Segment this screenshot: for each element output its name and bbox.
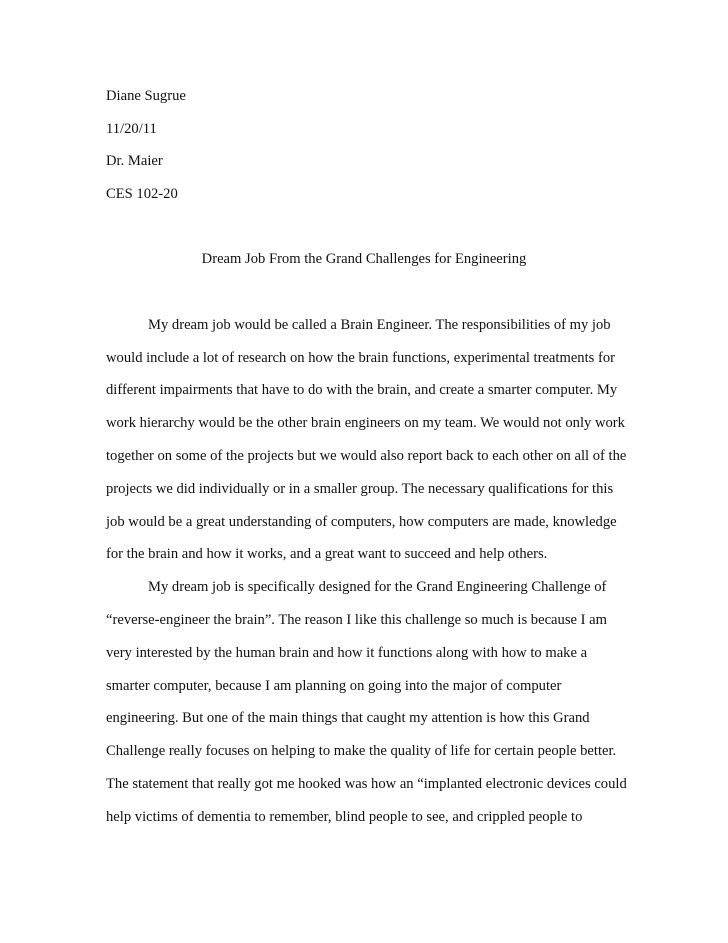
document-title: Dream Job From the Grand Challenges for Engineering [201, 251, 527, 267]
paragraph-line: My dream job would be called a Brain Engineer. The responsibilities of my job [148, 317, 611, 333]
paragraph-line: My dream job is specifically designed for the Grand Engineering Challenge of [148, 579, 607, 595]
document-date: 11/20/11 [106, 121, 157, 137]
paragraph-line: would include a lot of research on how the brain functions, experimental treatments for [106, 350, 615, 366]
paragraph-line: Challenge really focuses on helping to make the quality of life for certain people better. [106, 743, 617, 759]
paragraph-line: help victims of dementia to remember, blind people to see, and crippled people to [106, 809, 583, 825]
paragraph-line: different impairments that have to do with the brain, and create a smarter computer. My [106, 382, 618, 398]
paragraph-line: projects we did individually or in a smaller group. The necessary qualifications for this [106, 481, 614, 497]
professor-name: Dr. Maier [106, 153, 163, 169]
paragraph-line: work hierarchy would be the other brain engineers on my team. We would not only work [106, 415, 625, 431]
paragraph-line: for the brain and how it works, and a great want to succeed and help others. [106, 546, 548, 562]
paragraph-line: together on some of the projects but we would also report back to each other on all of the [106, 448, 627, 464]
course-code: CES 102-20 [106, 186, 178, 202]
paragraph-line: smarter computer, because I am planning on going into the major of computer [106, 678, 562, 694]
paragraph-line: job would be a great understanding of computers, how computers are made, knowledge [106, 514, 617, 530]
author-name: Diane Sugrue [106, 88, 186, 104]
paragraph-line: very interested by the human brain and how it functions along with how to make a [106, 645, 588, 661]
paragraph-line: engineering. But one of the main things that caught my attention is how this Grand [106, 710, 590, 726]
paragraph-line: The statement that really got me hooked was how an “implanted electronic devices could [106, 776, 627, 792]
paragraph-line: “reverse-engineer the brain”. The reason I like this challenge so much is because I am [106, 612, 607, 628]
